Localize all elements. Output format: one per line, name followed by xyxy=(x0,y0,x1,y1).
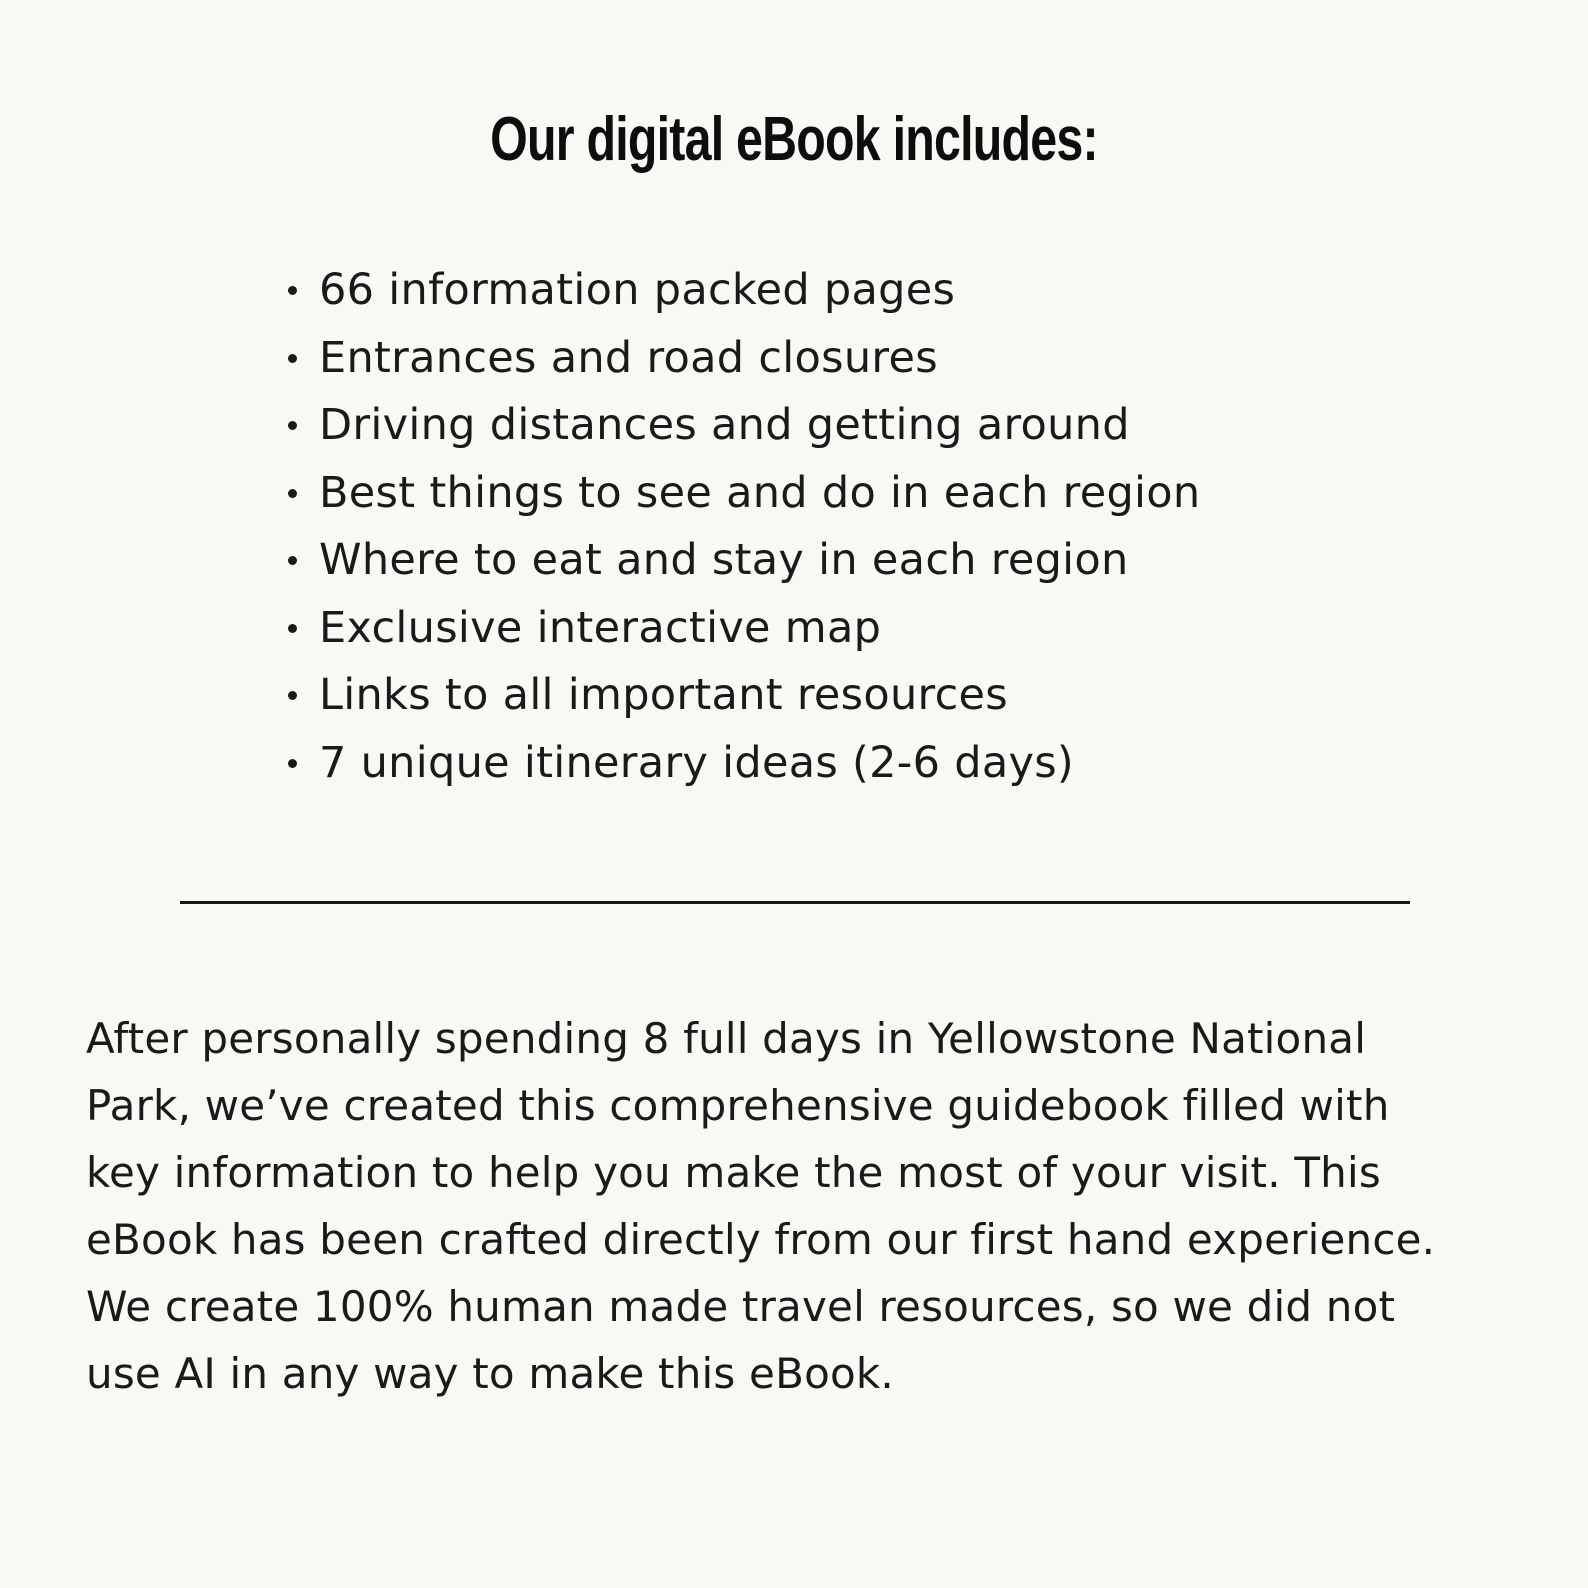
bullet-icon xyxy=(288,489,297,498)
list-item xyxy=(288,730,1388,798)
list-item xyxy=(288,595,1388,663)
feature-text: Best things to see and do in each region xyxy=(319,467,1201,518)
description-paragraph xyxy=(86,1005,1516,1407)
list-item xyxy=(288,392,1388,460)
bullet-icon xyxy=(288,354,297,363)
bullet-icon xyxy=(288,556,297,565)
feature-text: Where to eat and stay in each region xyxy=(319,535,1129,585)
list-item xyxy=(288,527,1388,595)
feature-text: Exclusive interactive map xyxy=(319,602,882,653)
bullet-icon xyxy=(288,691,297,700)
bullet-icon xyxy=(288,421,297,430)
description-line: After personally spending 8 full days in Yellowstone National xyxy=(86,1014,1367,1063)
description-line: We create 100% human made travel resources, so we did not xyxy=(86,1282,1396,1331)
feature-list xyxy=(288,257,1388,797)
bullet-icon xyxy=(288,286,297,295)
list-item xyxy=(288,257,1388,325)
page-title: Our digital eBook includes: xyxy=(490,105,1098,174)
description-line: key information to help you make the most of your visit. This xyxy=(86,1148,1381,1197)
feature-text: 7 unique itinerary ideas (2-6 days) xyxy=(319,737,1075,788)
feature-text: Entrances and road closures xyxy=(319,332,938,383)
list-item xyxy=(288,460,1388,528)
bullet-icon xyxy=(288,624,297,633)
description-line: eBook has been crafted directly from our first hand experience. xyxy=(86,1215,1436,1264)
list-item xyxy=(288,662,1388,730)
feature-text: Links to all important resources xyxy=(319,670,1008,720)
description-line: Park, we’ve created this comprehensive guidebook filled with xyxy=(86,1081,1390,1130)
divider xyxy=(180,901,1410,904)
list-item xyxy=(288,325,1388,393)
description-line: use AI in any way to make this eBook. xyxy=(86,1349,894,1398)
feature-text: 66 information packed pages xyxy=(319,265,956,315)
bullet-icon xyxy=(288,759,297,768)
feature-text: Driving distances and getting around xyxy=(319,400,1130,450)
